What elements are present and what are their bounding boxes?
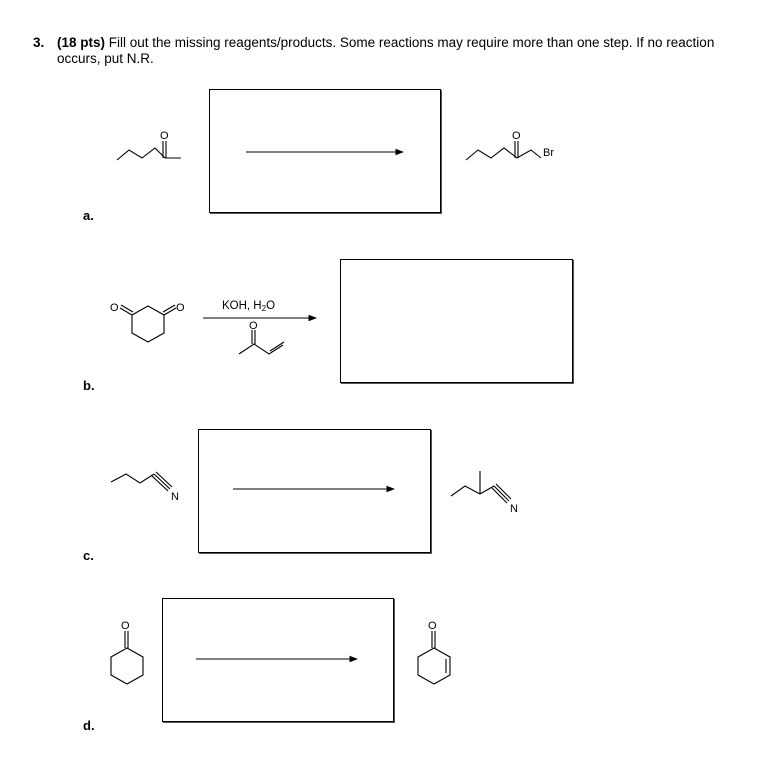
part-b-oxygen-left: O <box>110 302 119 314</box>
reagent-subscript: 2 <box>261 304 267 313</box>
part-b-starting-material <box>110 302 185 342</box>
part-d-start-oxygen: O <box>121 620 130 632</box>
part-a-product <box>466 130 554 160</box>
reagent-o: O <box>266 300 276 312</box>
part-c-starting-material <box>111 472 179 503</box>
part-a-start-oxygen: O <box>160 130 169 142</box>
question-instructions-text: Fill out the missing reagents/products. Some reactions may require more than one step. If no reaction occurs, put N.R. <box>57 35 715 66</box>
part-c-product-nitrogen: N <box>510 503 518 515</box>
part-b-reagent-oxygen: O <box>249 320 258 332</box>
part-d-product-oxygen: O <box>428 620 437 632</box>
part-a-product-oxygen: O <box>512 130 521 142</box>
part-d-label: d. <box>83 718 95 733</box>
part-d-product <box>418 620 450 684</box>
part-a-starting-material <box>117 130 181 160</box>
part-a-product-bromine: Br <box>543 147 554 159</box>
part-d-starting-material <box>111 620 143 684</box>
part-c-start-nitrogen: N <box>171 491 179 503</box>
question-number: 3. <box>33 35 45 50</box>
part-b-oxygen-right: O <box>176 302 185 314</box>
question-points: (18 pts) <box>57 35 106 50</box>
part-a-label: a. <box>83 208 94 223</box>
part-c-product <box>451 471 518 515</box>
part-c-label: c. <box>83 548 94 563</box>
part-b-label: b. <box>83 378 95 393</box>
part-b-reagent-molecule <box>239 320 284 354</box>
reagent-koh-h: KOH, H <box>222 300 262 312</box>
